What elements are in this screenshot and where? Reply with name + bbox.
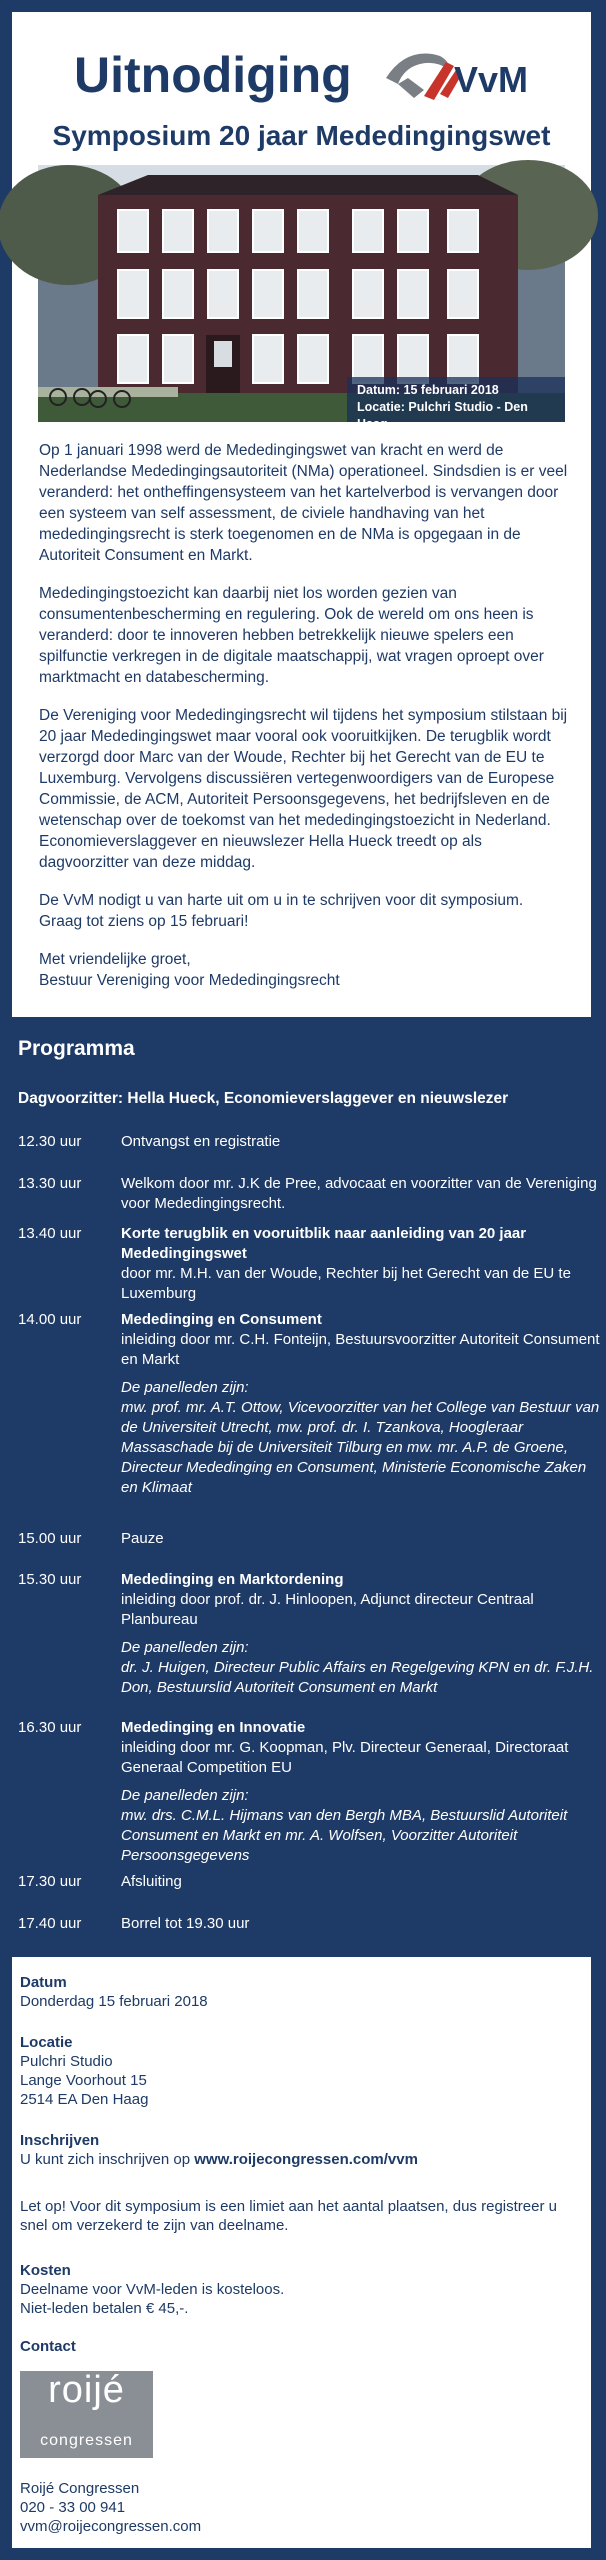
costs-heading: Kosten <box>20 2262 71 2279</box>
page-title: Uitnodiging <box>74 47 352 103</box>
date-heading: Datum <box>20 1974 67 1991</box>
panel-label: De panelleden zijn: <box>121 1639 249 1656</box>
invitation-card <box>12 12 591 1017</box>
caption-location: Locatie: Pulchri Studio - Den Haag <box>357 400 528 431</box>
contact-heading-block <box>20 2337 580 2356</box>
roije-logo <box>20 2371 153 2458</box>
caption-date: Datum: 15 februari 2018 <box>357 383 499 397</box>
intro-paragraph: De VvM nodigt u van harte uit om u in te schrijven voor dit symposium. Graag tot ziens op 15 februari! <box>39 892 524 930</box>
location-line: Pulchri Studio <box>20 2053 113 2070</box>
intro-paragraph: De Vereniging voor Mededingingsrecht wil tijdens het symposium stilstaan bij 20 jaar Mededingingswet maar vooral ook vooruitkijken. De terugblik wordt verzorgd door Marc van der Woude, Rechter bij het Gerecht van de EU te Luxemburg. Vervolgens discussiëren vertegenwoordigers van de Europese Commissie, de ACM, Autoriteit Persoonsgegevens, het bedrijfsleven en de wetenschap over de toekomst van het mededingingstoezicht in Nederland. Economieverslaggever en nieuwslezer Hella Hueck treedt op als dagvoorzitter van deze middag. <box>39 707 568 871</box>
item-time: 17.30 uur <box>18 1873 82 1890</box>
closing <box>39 949 569 991</box>
register-block <box>20 2131 580 2169</box>
roije-logo-line1: roijé <box>48 2369 125 2411</box>
item-text: inleiding door prof. dr. J. Hinloopen, Adjunct directeur Centraal Planbureau <box>121 1591 534 1628</box>
closing-signature: Bestuur Vereniging voor Mededingingsrecht <box>39 972 340 989</box>
programme-chair: Dagvoorzitter: Hella Hueck, Economieverslaggever en nieuwslezer <box>18 1090 509 1107</box>
programme-section <box>0 1017 603 1957</box>
date-value: Donderdag 15 februari 2018 <box>20 1993 208 2010</box>
item-text: Pauze <box>121 1530 164 1547</box>
panel-block <box>121 1378 606 1498</box>
panel-members: mw. drs. C.M.L. Hijmans van den Bergh MBA, Bestuurslid Autoriteit Consument en Markt en mr. A. Wolfsen, Voorzitter Autoriteit Persoonsgegevens <box>121 1807 568 1864</box>
item-text: Afsluiting <box>121 1873 182 1890</box>
item-title: Mededinging en Innovatie <box>121 1719 306 1736</box>
item-time: 17.40 uur <box>18 1915 82 1932</box>
limit-block <box>20 2197 580 2235</box>
item-text: Welkom door mr. J.K de Pree, advocaat en voorzitter van de Vereniging voor Mededingingsrecht. <box>121 1175 597 1212</box>
panel-members: dr. J. Huigen, Directeur Public Affairs en Regelgeving KPN en dr. F.J.H. Don, Bestuurslid Autoriteit Consument en Markt <box>121 1659 594 1696</box>
item-time: 13.40 uur <box>18 1225 82 1242</box>
contact-line: Roijé Congressen <box>20 2480 140 2497</box>
panel-block <box>121 1638 606 1698</box>
header <box>12 12 591 152</box>
contact-line: 020 - 33 00 941 <box>20 2499 126 2516</box>
panel-label: De panelleden zijn: <box>121 1379 249 1396</box>
page-subtitle: Symposium 20 jaar Mededingingswet <box>52 120 551 151</box>
location-heading: Locatie <box>20 2034 73 2051</box>
register-line <box>20 2150 580 2169</box>
register-text: U kunt zich inschrijven op <box>20 2151 195 2168</box>
building-photo <box>38 165 565 431</box>
item-title: Korte terugblik en vooruitblik naar aanleiding van 20 jaar Mededingingswet <box>121 1225 527 1262</box>
contact-heading: Contact <box>20 2338 76 2355</box>
date-block <box>20 1973 580 2011</box>
item-time: 15.00 uur <box>18 1530 82 1547</box>
item-text: Borrel tot 19.30 uur <box>121 1915 250 1932</box>
location-block <box>20 2033 580 2109</box>
costs-line: Deelname voor VvM-leden is kosteloos. <box>20 2281 285 2298</box>
item-title: Mededinging en Consument <box>121 1311 322 1328</box>
closing-greeting: Met vriendelijke groet, <box>39 951 191 968</box>
costs-line: Niet-leden betalen € 45,-. <box>20 2300 189 2317</box>
item-title: Mededinging en Marktordening <box>121 1571 344 1588</box>
register-heading: Inschrijven <box>20 2132 100 2149</box>
item-text: Ontvangst en registratie <box>121 1133 281 1150</box>
panel-members: mw. prof. mr. A.T. Ottow, Vicevoorzitter van het College van Bestuur van de Universiteit Utrecht, mw. prof. dr. I. Tzankova, Hoogleraar Massaschade bij de Universiteit Tilburg en mw. mr. A.P. de Groene, Directeur Mededinging en Consument, Ministerie Economische Zaken en Klimaat <box>121 1399 600 1496</box>
register-link[interactable]: www.roijecongressen.com/vvm <box>194 2151 418 2168</box>
practical-info <box>12 1957 591 2548</box>
item-time: 12.30 uur <box>18 1133 82 1150</box>
photo-caption <box>347 377 565 431</box>
item-text: door mr. M.H. van der Woude, Rechter bij het Gerecht van de EU te Luxemburg <box>121 1265 571 1302</box>
costs-block <box>20 2261 580 2318</box>
limit-text: Let op! Voor dit symposium is een limiet aan het aantal plaatsen, dus registreer u snel om verzekerd te zijn van deelname. <box>20 2198 557 2234</box>
location-line: 2514 EA Den Haag <box>20 2091 149 2108</box>
item-time: 15.30 uur <box>18 1571 82 1588</box>
item-time: 13.30 uur <box>18 1175 82 1192</box>
intro-paragraph: Mededingingstoezicht kan daarbij niet los worden gezien van consumentenbescherming en regulering. Ook de wereld om ons heen is veranderd: door te innoveren hebben betrekkelijk nieuwe spelers een spilfunctie verkregen in de digitale maatschappij, wat vragen oproept over marktmacht en databescherming. <box>39 585 544 686</box>
roije-logo-line2: congressen <box>40 2432 133 2449</box>
item-time: 14.00 uur <box>18 1311 82 1328</box>
programme-heading: Programma <box>18 1037 135 1060</box>
item-text: inleiding door mr. C.H. Fonteijn, Bestuursvoorzitter Autoriteit Consument en Markt <box>121 1331 600 1368</box>
item-text: inleiding door mr. G. Koopman, Plv. Directeur Generaal, Directoraat Generaal Competition EU <box>121 1739 569 1776</box>
panel-label: De panelleden zijn: <box>121 1787 249 1804</box>
contact-email[interactable]: vvm@roijecongressen.com <box>20 2518 202 2535</box>
logo-text: VvM <box>454 59 529 100</box>
item-time: 16.30 uur <box>18 1719 82 1736</box>
panel-block <box>121 1786 606 1866</box>
location-line: Lange Voorhout 15 <box>20 2072 147 2089</box>
intro-text <box>39 440 569 991</box>
contact-block <box>20 2479 580 2536</box>
intro-paragraph: Op 1 januari 1998 werd de Mededingingswet van kracht en werd de Nederlandse Mededingingsautoriteit (NMa) operationeel. Sindsdien is er veel veranderd: het ontheffingensysteem van het kartelverbod is vervangen door een systeem van self assessment, de civiele handhaving van het mededingingsrecht is sterk toegenomen en de NMa is opgegaan in de Autoriteit Consument en Markt. <box>39 442 568 564</box>
